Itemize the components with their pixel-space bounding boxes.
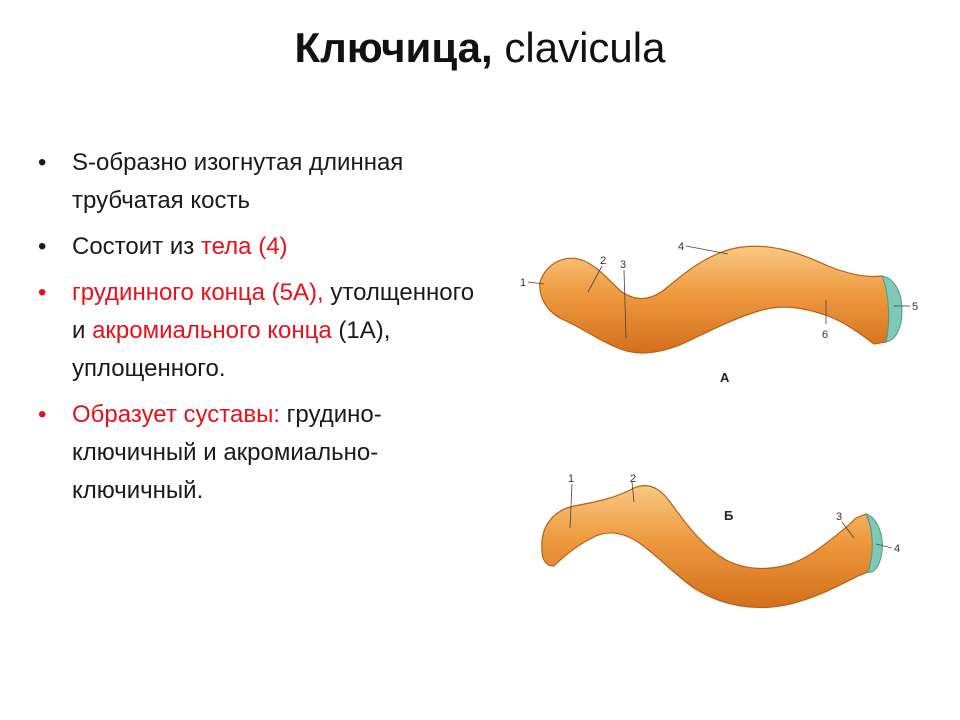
title-bold: Ключица, xyxy=(294,24,493,71)
bullet-text: грудино-ключичный и акромиально-ключичный. xyxy=(72,401,382,504)
figure-letter-a: А xyxy=(720,370,730,385)
bullet-dot: • xyxy=(38,149,47,176)
bullet-dot: • xyxy=(38,233,47,260)
bullet-text-highlight: акромиального конца xyxy=(92,317,332,344)
bullet-list xyxy=(38,144,488,518)
bullet-item xyxy=(38,274,488,388)
figure-letter-b: Б xyxy=(724,508,734,523)
figure-label: 3 xyxy=(836,511,843,523)
bullet-item xyxy=(38,144,488,220)
figure-label: 4 xyxy=(678,241,685,253)
title-latin: clavicula xyxy=(504,24,666,71)
figure-label: 2 xyxy=(630,473,637,485)
clavicle-a-bone xyxy=(540,246,894,353)
bullet-dot: • xyxy=(38,279,47,306)
clavicle-a xyxy=(520,241,918,385)
clavicle-b-bone xyxy=(542,486,873,608)
bullet-text: Состоит из xyxy=(72,233,201,260)
bullet-text: (1А), уплощенного. xyxy=(72,317,391,382)
bullet-item xyxy=(38,396,488,510)
figure-label: 1 xyxy=(520,277,527,289)
bullet-text-highlight: тела (4) xyxy=(200,233,288,260)
figure-label: 3 xyxy=(620,259,627,271)
leader-line xyxy=(686,246,728,254)
clavicule-illustration xyxy=(498,220,938,620)
figure-label: 6 xyxy=(822,329,829,341)
bullet-dot: • xyxy=(38,401,47,428)
figure-label: 1 xyxy=(568,473,575,485)
slide-title xyxy=(0,22,960,74)
figure-label: 5 xyxy=(912,301,919,313)
clavicle-b xyxy=(542,473,900,607)
clavicle-svg xyxy=(498,220,938,620)
figure-label: 2 xyxy=(600,255,607,267)
figure-label: 4 xyxy=(894,543,901,555)
bullet-text-highlight: Образует суставы: xyxy=(72,401,280,428)
bullet-item xyxy=(38,228,488,266)
bullet-text: утолщенного и xyxy=(72,279,475,344)
bullet-text-highlight: грудинного конца (5А), xyxy=(72,279,324,306)
bullet-text: S-образно изогнутая длинная трубчатая кость xyxy=(72,149,404,214)
